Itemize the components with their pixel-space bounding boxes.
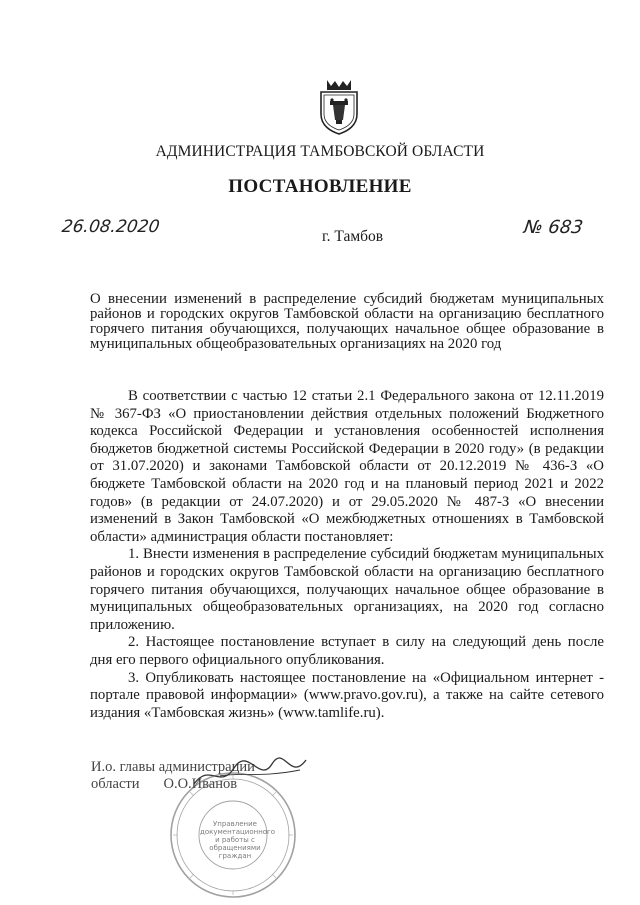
- document-type-title: ПОСТАНОВЛЕНИЕ: [228, 176, 412, 197]
- coat-of-arms-icon: [313, 76, 365, 136]
- stamp-center-text: Управление документационного и работы с обращениями граждан: [200, 820, 276, 860]
- city-name: г. Тамбов: [322, 228, 384, 245]
- document-number: № 683: [522, 217, 585, 238]
- document-subject: О внесении изменений в распределение субсидий бюджетам муниципальных районов и городских округов Тамбовской области на организацию бесплатного горячего питания обучающихся, получающих начальное общее образование в муниципальных общеобразовательных организациях на 2020 год: [90, 291, 604, 352]
- preamble-paragraph: В соответствии с частью 12 статьи 2.1 Федерального закона от 12.11.2019 № 367-ФЗ «О приостановлении действия отдельных положений Бюджетного кодекса Российской Федерации и установления особенностей исполнения бюджетов бюджетной системы Российской Федерации в 2020 году» (в редакции от 31.07.2020) и законами Тамбовской области от 20.12.2019 № 436-З «О бюджете Тамбовской области на 2020 год и на плановый период 2021 и 2022 годов» (в редакции от 24.07.2020) и от 29.05.2020 № 487-З «О внесении изменений в Закон Тамбовской «О межбюджетных отношениях в Тамбовской области» администрация области постановляет:: [90, 388, 604, 545]
- signer-name: О.О.Иванов: [163, 776, 238, 792]
- signer-title-line1: И.о. главы администрации: [91, 759, 255, 775]
- signer-title-line2: области: [91, 776, 140, 792]
- clause-1: 1. Внести изменения в распределение субсидий бюджетам муниципальных районов и городских округов Тамбовской области на организацию бесплатного горячего питания обучающихся, получающих начальное общее образование в муниципальных общеобразовательных организациях, на 2020 год согласно приложению.: [90, 546, 604, 633]
- organization-name: АДМИНИСТРАЦИЯ ТАМБОВСКОЙ ОБЛАСТИ: [155, 143, 485, 160]
- clause-3: 3. Опубликовать настоящее постановление на «Официальном интернет - портале правовой информации» (www.pravo.gov.ru), а также на сайте сетевого издания «Тамбовская жизнь» (www.tamlife.ru).: [90, 669, 604, 721]
- document-date: 26.08.2020: [60, 217, 161, 237]
- document-body: [90, 388, 604, 722]
- clause-2: 2. Настоящее постановление вступает в силу на следующий день после дня его первого официального опубликования.: [90, 634, 604, 668]
